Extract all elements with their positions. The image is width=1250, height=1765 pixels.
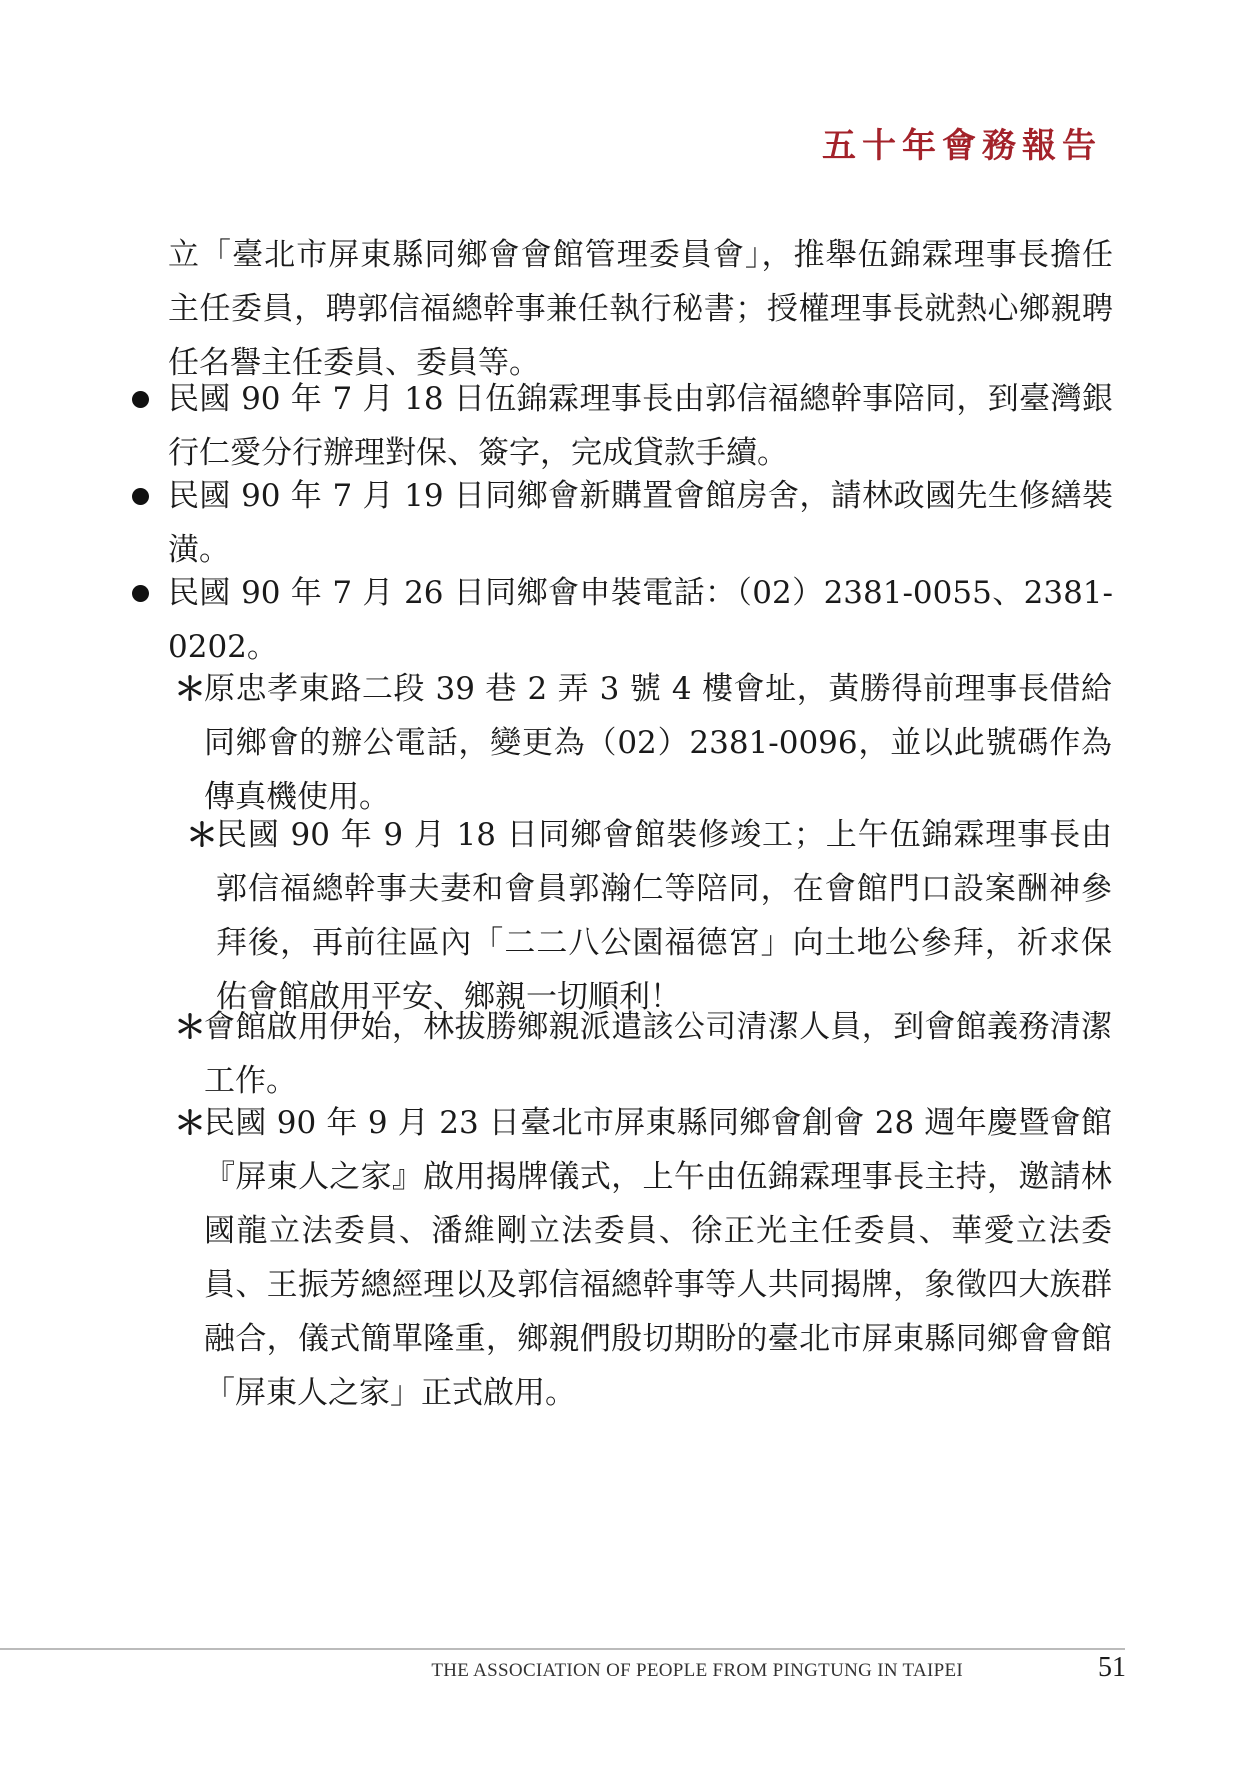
note-item (186, 808, 1112, 1024)
list-item (168, 372, 1113, 480)
bullet-icon (132, 488, 149, 505)
list-item (168, 469, 1113, 577)
list-item-text: 民國 90 年 7 月 18 日伍錦霖理事長由郭信福總幹事陪同，到臺灣銀行仁愛分行辦理對保、簽字，完成貸款手續。 (168, 381, 1113, 471)
list-item-text: 民國 90 年 7 月 19 日同鄉會新購置會館房舍，請林政國先生修繕裝潢。 (168, 478, 1113, 568)
footer-divider (0, 1648, 1125, 1650)
asterisk-icon: ＊ (186, 816, 219, 854)
bullet-icon (132, 585, 149, 602)
note-item (174, 1000, 1112, 1108)
asterisk-icon: ＊ (174, 670, 207, 708)
note-text: 民國 90 年 9 月 18 日同鄉會館裝修竣工；上午伍錦霖理事長由郭信福總幹事夫妻和會員郭瀚仁等陪同，在會館門口設案酬神參拜後，再前往區內「二二八公園福德宮」向土地公參拜，祈求保佑會館啟用平安、鄉親一切順利！ (216, 817, 1112, 1015)
intro-paragraph: 立「臺北市屏東縣同鄉會會館管理委員會」，推舉伍錦霖理事長擔任主任委員，聘郭信福總幹事兼任執行秘書；授權理事長就熱心鄉親聘任名譽主任委員、委員等。 (168, 237, 1113, 381)
bullet-icon (132, 391, 149, 408)
note-text: 原忠孝東路二段 39 巷 2 弄 3 號 4 樓會址，黃勝得前理事長借給同鄉會的辦公電話，變更為（02）2381-0096，並以此號碼作為傳真機使用。 (204, 671, 1112, 815)
list-item-text: 民國 90 年 7 月 26 日同鄉會申裝電話：（02）2381-0055、2381-0202。 (168, 575, 1113, 665)
note-text: 會館啟用伊始，林拔勝鄉親派遣該公司清潔人員，到會館義務清潔工作。 (204, 1009, 1112, 1099)
page-header-title: 五十年會務報告 (822, 126, 1102, 166)
footer-association-name: THE ASSOCIATION OF PEOPLE FROM PINGTUNG IN TAIPEI (431, 1660, 963, 1681)
note-item (174, 1096, 1112, 1420)
list-item (168, 566, 1113, 674)
asterisk-icon: ＊ (174, 1104, 207, 1142)
note-item (174, 662, 1112, 824)
note-text: 民國 90 年 9 月 23 日臺北市屏東縣同鄉會創會 28 週年慶暨會館『屏東人之家』啟用揭牌儀式，上午由伍錦霖理事長主持，邀請林國龍立法委員、潘維剛立法委員、徐正光主任委員、華愛立法委員、王振芳總經理以及郭信福總幹事等人共同揭牌，象徵四大族群融合，儀式簡單隆重，鄉親們殷切期盼的臺北市屏東縣同鄉會會館「屏東人之家」正式啟用。 (204, 1105, 1112, 1411)
asterisk-icon: ＊ (174, 1008, 207, 1046)
page-number: 51 (1098, 1652, 1126, 1683)
